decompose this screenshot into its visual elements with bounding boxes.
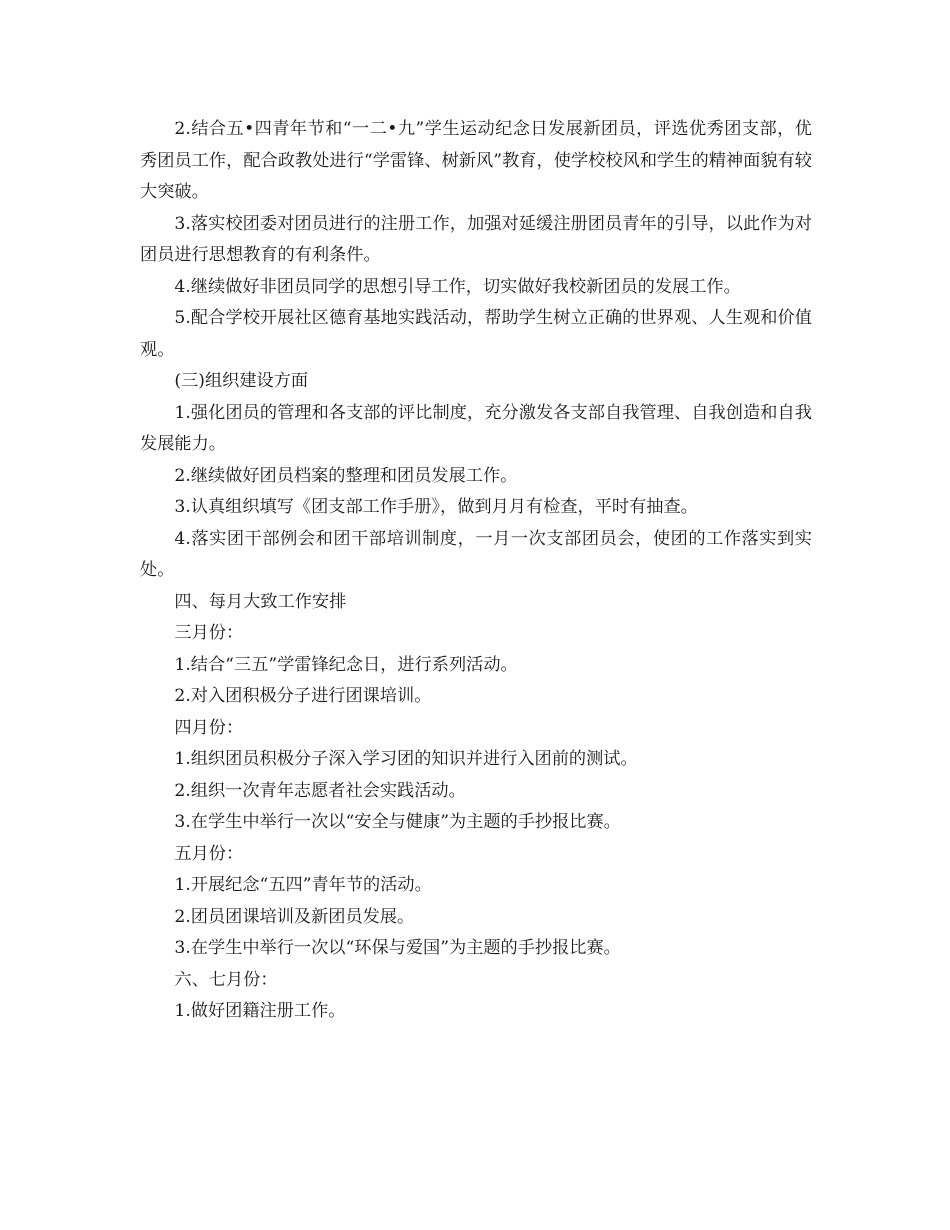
paragraph: 1.强化团员的管理和各支部的评比制度，充分激发各支部自我管理、自我创造和自我发展能力。 bbox=[140, 402, 812, 454]
month-heading: 六、七月份： bbox=[174, 969, 278, 990]
paragraph: 1.做好团籍注册工作。 bbox=[174, 1001, 346, 1021]
month-heading: 五月份： bbox=[174, 843, 244, 864]
paragraph: 3.在学生中举行一次以“安全与健康”为主题的手抄报比赛。 bbox=[174, 812, 621, 832]
month-heading: 四月份： bbox=[174, 717, 244, 738]
paragraph: 2.结合五•四青年节和“一二•九”学生运动纪念日发展新团员，评选优秀团支部，优秀团员工作，配合政教处进行“学雷锋、树新风”教育，使学校校风和学生的精神面貌有较大突破。 bbox=[140, 119, 812, 202]
paragraph: 1.结合“三五”学雷锋纪念日，进行系列活动。 bbox=[174, 654, 518, 675]
paragraph: 3.在学生中举行一次以“环保与爱国”为主题的手抄报比赛。 bbox=[174, 938, 621, 958]
paragraph: 3.落实校团委对团员进行的注册工作，加强对延缓注册团员青年的引导，以此作为对团员进行思想教育的有利条件。 bbox=[140, 213, 812, 265]
paragraph: 5.配合学校开展社区德育基地实践活动，帮助学生树立正确的世界观、人生观和价值观。 bbox=[140, 308, 812, 360]
paragraph: 2.继续做好团员档案的整理和团员发展工作。 bbox=[174, 465, 518, 486]
section-heading: 四、每月大致工作安排 bbox=[174, 591, 347, 612]
paragraph: 1.开展纪念“五四”青年节的活动。 bbox=[174, 875, 432, 895]
paragraph: 2.对入团积极分子进行团课培训。 bbox=[174, 686, 432, 706]
paragraph: 2.团员团课培训及新团员发展。 bbox=[174, 906, 415, 927]
paragraph: 1.组织团员积极分子深入学习团的知识并进行入团前的测试。 bbox=[174, 749, 638, 769]
paragraph: 3.认真组织填写《团支部工作手册》，做到月月有检查，平时有抽查。 bbox=[174, 497, 698, 517]
month-heading: 三月份： bbox=[174, 623, 244, 643]
section-heading: (三)组织建设方面 bbox=[174, 371, 309, 391]
paragraph: 4.落实团干部例会和团干部培训制度，一月一次支部团员会，使团的工作落实到实处。 bbox=[140, 528, 812, 580]
paragraph: 4.继续做好非团员同学的思想引导工作，切实做好我校新团员的发展工作。 bbox=[174, 276, 741, 297]
document-body bbox=[140, 114, 812, 1028]
paragraph: 2.组织一次青年志愿者社会实践活动。 bbox=[174, 780, 466, 801]
